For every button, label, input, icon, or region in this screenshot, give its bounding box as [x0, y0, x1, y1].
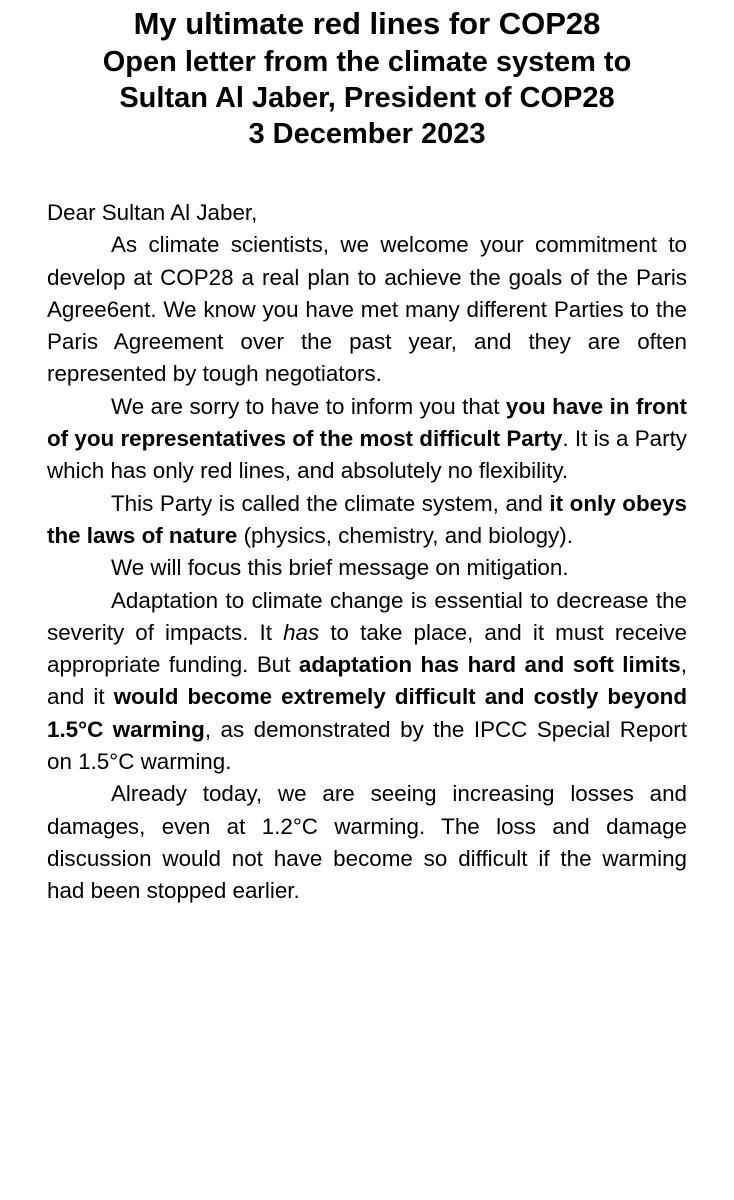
- letter-title: My ultimate red lines for COP28: [133, 6, 601, 41]
- text-run: We are sorry to have to inform you that: [111, 393, 506, 419]
- salutation: Dear Sultan Al Jaber,: [47, 200, 258, 225]
- text-run: , and it: [47, 652, 687, 710]
- letter-subtitle-line-2: Sultan Al Jaber, President of COP28: [119, 82, 615, 114]
- paragraph-adaptation: [47, 585, 687, 779]
- bold-text-run: would become extremely difficult and costly beyond 1.5°C warming: [47, 684, 687, 742]
- paragraph-climate-system: [47, 488, 687, 553]
- letter-body: [47, 197, 687, 908]
- paragraph-loss-and-damage: Already today, we are seeing increasing losses and damages, even at 1.2°C warming. The loss and damage discussion would not have become so difficult if the warming had been stopped earlier.: [47, 781, 687, 904]
- text-run: , as demonstrated by the IPCC Special Report on 1.5°C warming.: [47, 716, 687, 775]
- italic-text-run: has: [283, 619, 320, 645]
- letter-date: 3 December 2023: [248, 118, 486, 150]
- text-run: This Party is called the climate system, and: [111, 490, 550, 516]
- letter-subtitle-line-1: Open letter from the climate system to: [102, 46, 632, 78]
- text-run: Adaptation to climate change is essential to decrease the severity of impacts. It: [47, 587, 687, 645]
- text-run: to take place, and it must receive appropriate funding. But: [47, 619, 687, 678]
- text-run: (physics, chemistry, and biology).: [237, 522, 573, 548]
- bold-text-run: adaptation has hard and soft limits: [298, 652, 681, 678]
- paragraph-commitment: As climate scientists, we welcome your commitment to develop at COP28 a real plan to achieve the goals of the Paris Agree6ent. We know you have met many different Parties to the Paris Agreement over the past year, and they are often represented by tough negotiators.: [47, 232, 687, 387]
- letter-header: [47, 4, 687, 152]
- bold-text-run: it only obeys the laws of nature: [47, 490, 687, 548]
- paragraph-difficult-party: [47, 391, 687, 488]
- paragraph-mitigation: We will focus this brief message on mitigation.: [111, 555, 569, 581]
- text-run: . It is a Party which has only red lines, and absolutely no flexibility.: [47, 426, 687, 484]
- bold-text-run: you have in front of you representatives of the most difficult Party: [47, 393, 687, 452]
- letter-page: [47, 0, 687, 1200]
